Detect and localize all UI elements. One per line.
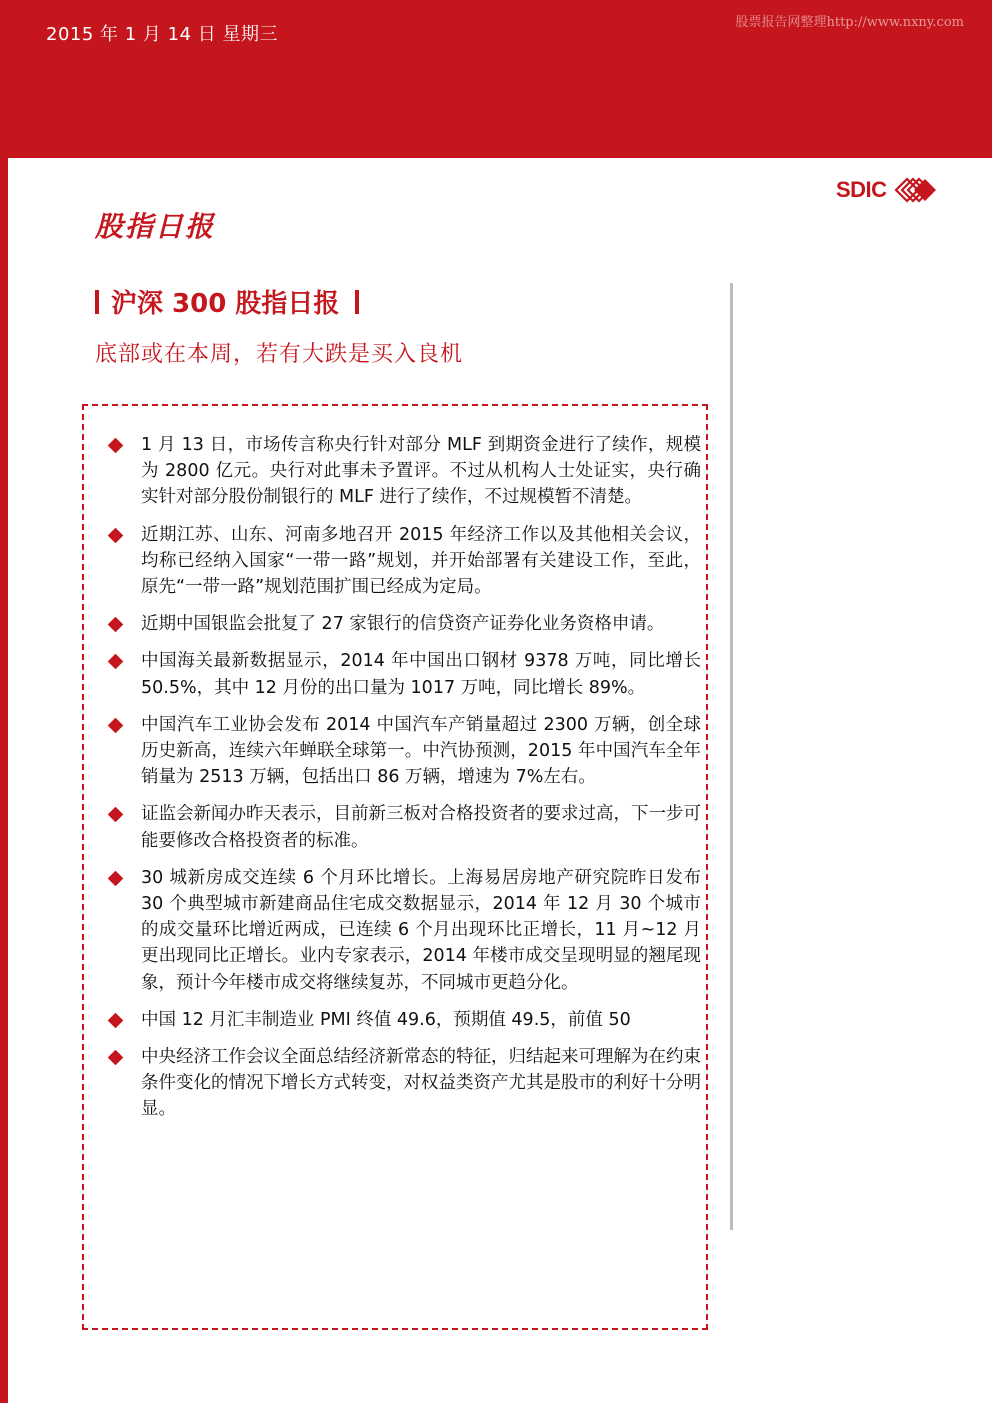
logo-text: SDIC <box>836 177 887 202</box>
report-subtitle: 底部或在本周，若有大跌是买入良机 <box>95 342 464 367</box>
list-item <box>106 522 701 601</box>
title-bar-right <box>355 290 359 314</box>
bullet-diamond-icon <box>108 617 124 633</box>
logo-diamond-icon <box>890 177 938 203</box>
bullet-text: 中国汽车工业协会发布 2014 中国汽车产销量超过 2300 万辆，创全球历史新高，连续六年蝉联全球第一。中汽协预测，2015 年中国汽车全年销量为 2513 万辆，包括出口 86 万辆，增速为 7%左右。 <box>141 714 701 788</box>
list-item <box>106 1007 701 1033</box>
bullet-diamond-icon <box>108 527 124 543</box>
bullet-diamond-icon <box>108 871 124 887</box>
report-title <box>95 283 359 320</box>
bullet-diamond-icon <box>108 1050 124 1066</box>
bullet-text: 中央经济工作会议全面总结经济新常态的特征，归结起来可理解为在约束条件变化的情况下增长方式转变，对权益类资产尤其是股市的利好十分明显。 <box>141 1047 701 1120</box>
bullet-text: 30 城新房成交连续 6 个月环比增长。上海易居房地产研究院昨日发布 30 个典型城市新建商品住宅成交数据显示，2014 年 12 月 30 个城市的成交量环比增近两成，已连续 6 个月出现环比正增长，11 月~12 月更出现同比正增长。业内专家表示，2014 年楼市成交呈现明显的翘尾现象，预计今年楼市成交将继续复苏，不同城市更趋分化。 <box>141 867 701 993</box>
report-date: 2015 年 1 月 14 日 星期三 <box>46 24 278 45</box>
bullet-diamond-icon <box>108 654 124 670</box>
list-item <box>106 611 701 637</box>
bullet-diamond-icon <box>108 438 124 454</box>
bullet-text: 1 月 13 日，市场传言称央行针对部分 MLF 到期资金进行了续作，规模为 2800 亿元。央行对此事未予置评。不过从机构人士处证实，央行确实针对部分股份制银行的 MLF 进行了续作，不过规模暂不清楚。 <box>141 435 701 508</box>
bullet-diamond-icon <box>108 718 124 734</box>
bullet-diamond-icon <box>108 1013 124 1029</box>
list-item <box>106 712 701 791</box>
vertical-divider <box>730 283 733 1230</box>
bullet-text: 中国 12 月汇丰制造业 PMI 终值 49.6，预期值 49.5，前值 50 <box>141 1009 631 1030</box>
list-item <box>106 801 701 853</box>
bullet-text: 近期中国银监会批复了 27 家银行的信贷资产证券化业务资格申请。 <box>141 614 665 635</box>
bullet-list <box>106 432 701 1134</box>
watermark: 股票报告网整理http://www.nxny.com <box>735 15 964 30</box>
left-accent-strip <box>0 158 8 1403</box>
bullet-diamond-icon <box>108 807 124 823</box>
bullet-text: 中国海关最新数据显示，2014 年中国出口钢材 9378 万吨，同比增长 50.5%，其中 12 月份的出口量为 1017 万吨，同比增长 89%。 <box>141 651 701 698</box>
bullet-text: 近期江苏、山东、河南多地召开 2015 年经济工作以及其他相关会议，均称已经纳入国家“一带一路”规划，并开始部署有关建设工作，至此，原先“一带一路”规划范围扩围已经成为定局。 <box>141 524 701 598</box>
sdic-logo <box>836 175 962 205</box>
title-bar-left <box>95 290 99 314</box>
report-type: 股指日报 <box>95 210 216 243</box>
bullet-text: 证监会新闻办昨天表示，目前新三板对合格投资者的要求过高，下一步可能要修改合格投资者的标准。 <box>141 804 701 851</box>
report-title-text: 沪深 300 股指日报 <box>111 289 340 319</box>
list-item <box>106 648 701 700</box>
list-item <box>106 1044 701 1123</box>
list-item <box>106 865 701 996</box>
list-item <box>106 432 701 511</box>
